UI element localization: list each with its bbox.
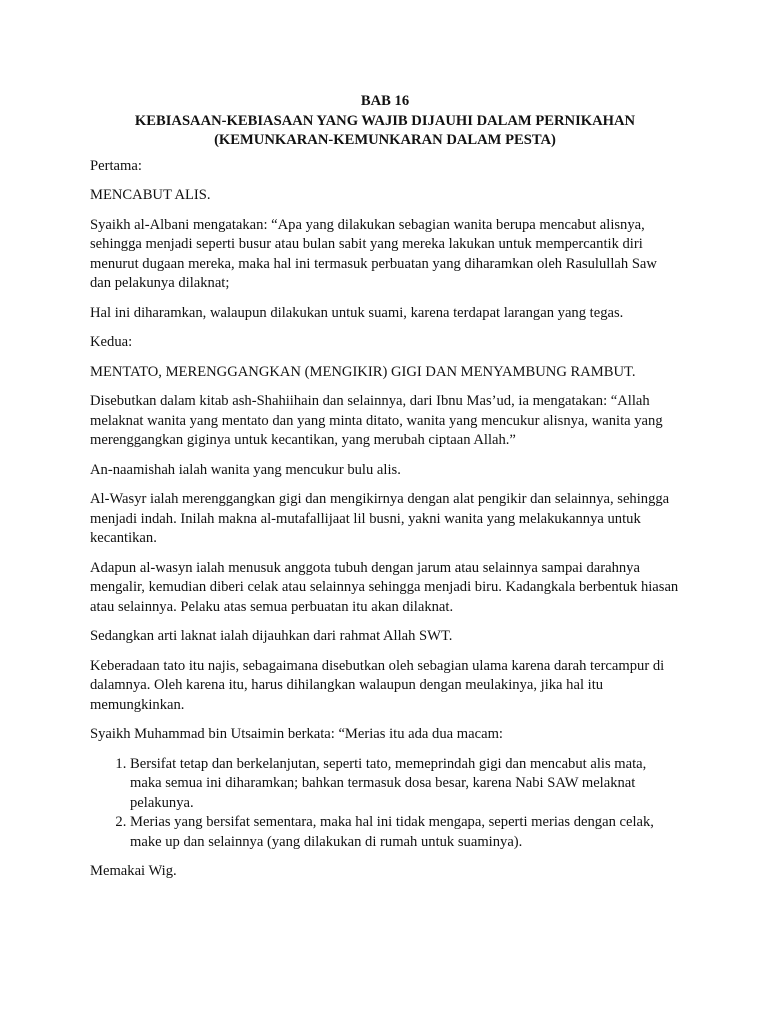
chapter-heading	[90, 92, 680, 151]
paragraph-section-heading-2: MENTATO, MERENGGANGKAN (MENGIKIR) GIGI DAN MENYAMBUNG RAMBUT.	[90, 363, 636, 380]
paragraph-al-wasyr: Al-Wasyr ialah merenggangkan gigi dan mengikirnya dengan alat pengikir dan selainnya, sehingga menjadi indah. Inilah makna al-mutafallijaat lil busni, yakni wanita yang melakukannya untuk kecantikan.	[90, 491, 670, 546]
paragraph-utsaimin-quote: Syaikh Muhammad bin Utsaimin berkata: “Merias itu ada dua macam:	[90, 726, 503, 742]
chapter-number: BAB 16	[360, 93, 410, 109]
paragraph-ibnu-masud-hadith: Disebutkan dalam kitab ash-Shahiihain dan selainnya, dari Ibnu Mas’ud, ia mengatakan: “Allah melaknat wanita yang mentato dan yang minta ditato, wanita yang mencukur alisnya, wanita yang merenggangkan giginya untuk kecantikan, yang merubah ciptaan Allah.”	[90, 393, 663, 448]
paragraph-al-wasyn: Adapun al-wasyn ialah menusuk anggota tubuh dengan jarum atau selainnya sampai darahnya mengalir, kemudian diberi celak atau selainnya sehingga menjadi biru. Kadangkala berbentuk hiasan atau selainnya. Pelaku atas semua perbuatan itu akan dilaknat.	[90, 559, 679, 615]
paragraph-albani-quote: Syaikh al-Albani mengatakan: “Apa yang dilakukan sebagian wanita berupa mencabut alisnya, sehingga menjadi seperti busur atau bulan sabit yang mereka lakukan untuk mempercantik diri menurut dugaan mereka, maka hal ini termasuk perbuatan yang diharamkan oleh Rasulullah Saw dan pelakunya dilaknat;	[90, 216, 657, 291]
merias-list	[90, 755, 680, 853]
chapter-title: KEBIASAAN-KEBIASAAN YANG WAJIB DIJAUHI DALAM PERNIKAHAN	[134, 112, 636, 129]
paragraph-memakai-wig: Memakai Wig.	[90, 863, 177, 879]
paragraph-an-naamishah: An-naamishah ialah wanita yang mencukur bulu alis.	[90, 461, 401, 478]
paragraph-section-heading-1: MENCABUT ALIS.	[90, 187, 211, 203]
list-item: 2. Merias yang bersifat sementara, maka hal ini tidak mengapa, seperti merias dengan celak, make up dan selainnya (yang dilakukan di rumah untuk suaminya).	[130, 813, 680, 852]
paragraph-kedua: Kedua:	[90, 334, 133, 350]
chapter-subtitle: (KEMUNKARAN-KEMUNKARAN DALAM PESTA)	[214, 132, 556, 148]
list-item: 1. Bersifat tetap dan berkelanjutan, seperti tato, memeprindah gigi dan mencabut alis mata, maka semua ini diharamkan; bahkan termasuk dosa besar, karena Nabi SAW melaknat pelakunya.	[130, 755, 680, 814]
paragraph-laknat-definition: Sedangkan arti laknat ialah dijauhkan dari rahmat Allah SWT.	[90, 628, 453, 644]
paragraph-prohibition: Hal ini diharamkan, walaupun dilakukan untuk suami, karena terdapat larangan yang tegas.	[90, 304, 624, 321]
paragraph-pertama: Pertama:	[90, 157, 142, 174]
paragraph-tato-najis: Keberadaan tato itu najis, sebagaimana disebutkan oleh sebagian ulama karena darah tercampur di dalamnya. Oleh karena itu, harus dihilangkan walaupun dengan meulakinya, jika hal itu memungkinkan.	[90, 657, 665, 713]
